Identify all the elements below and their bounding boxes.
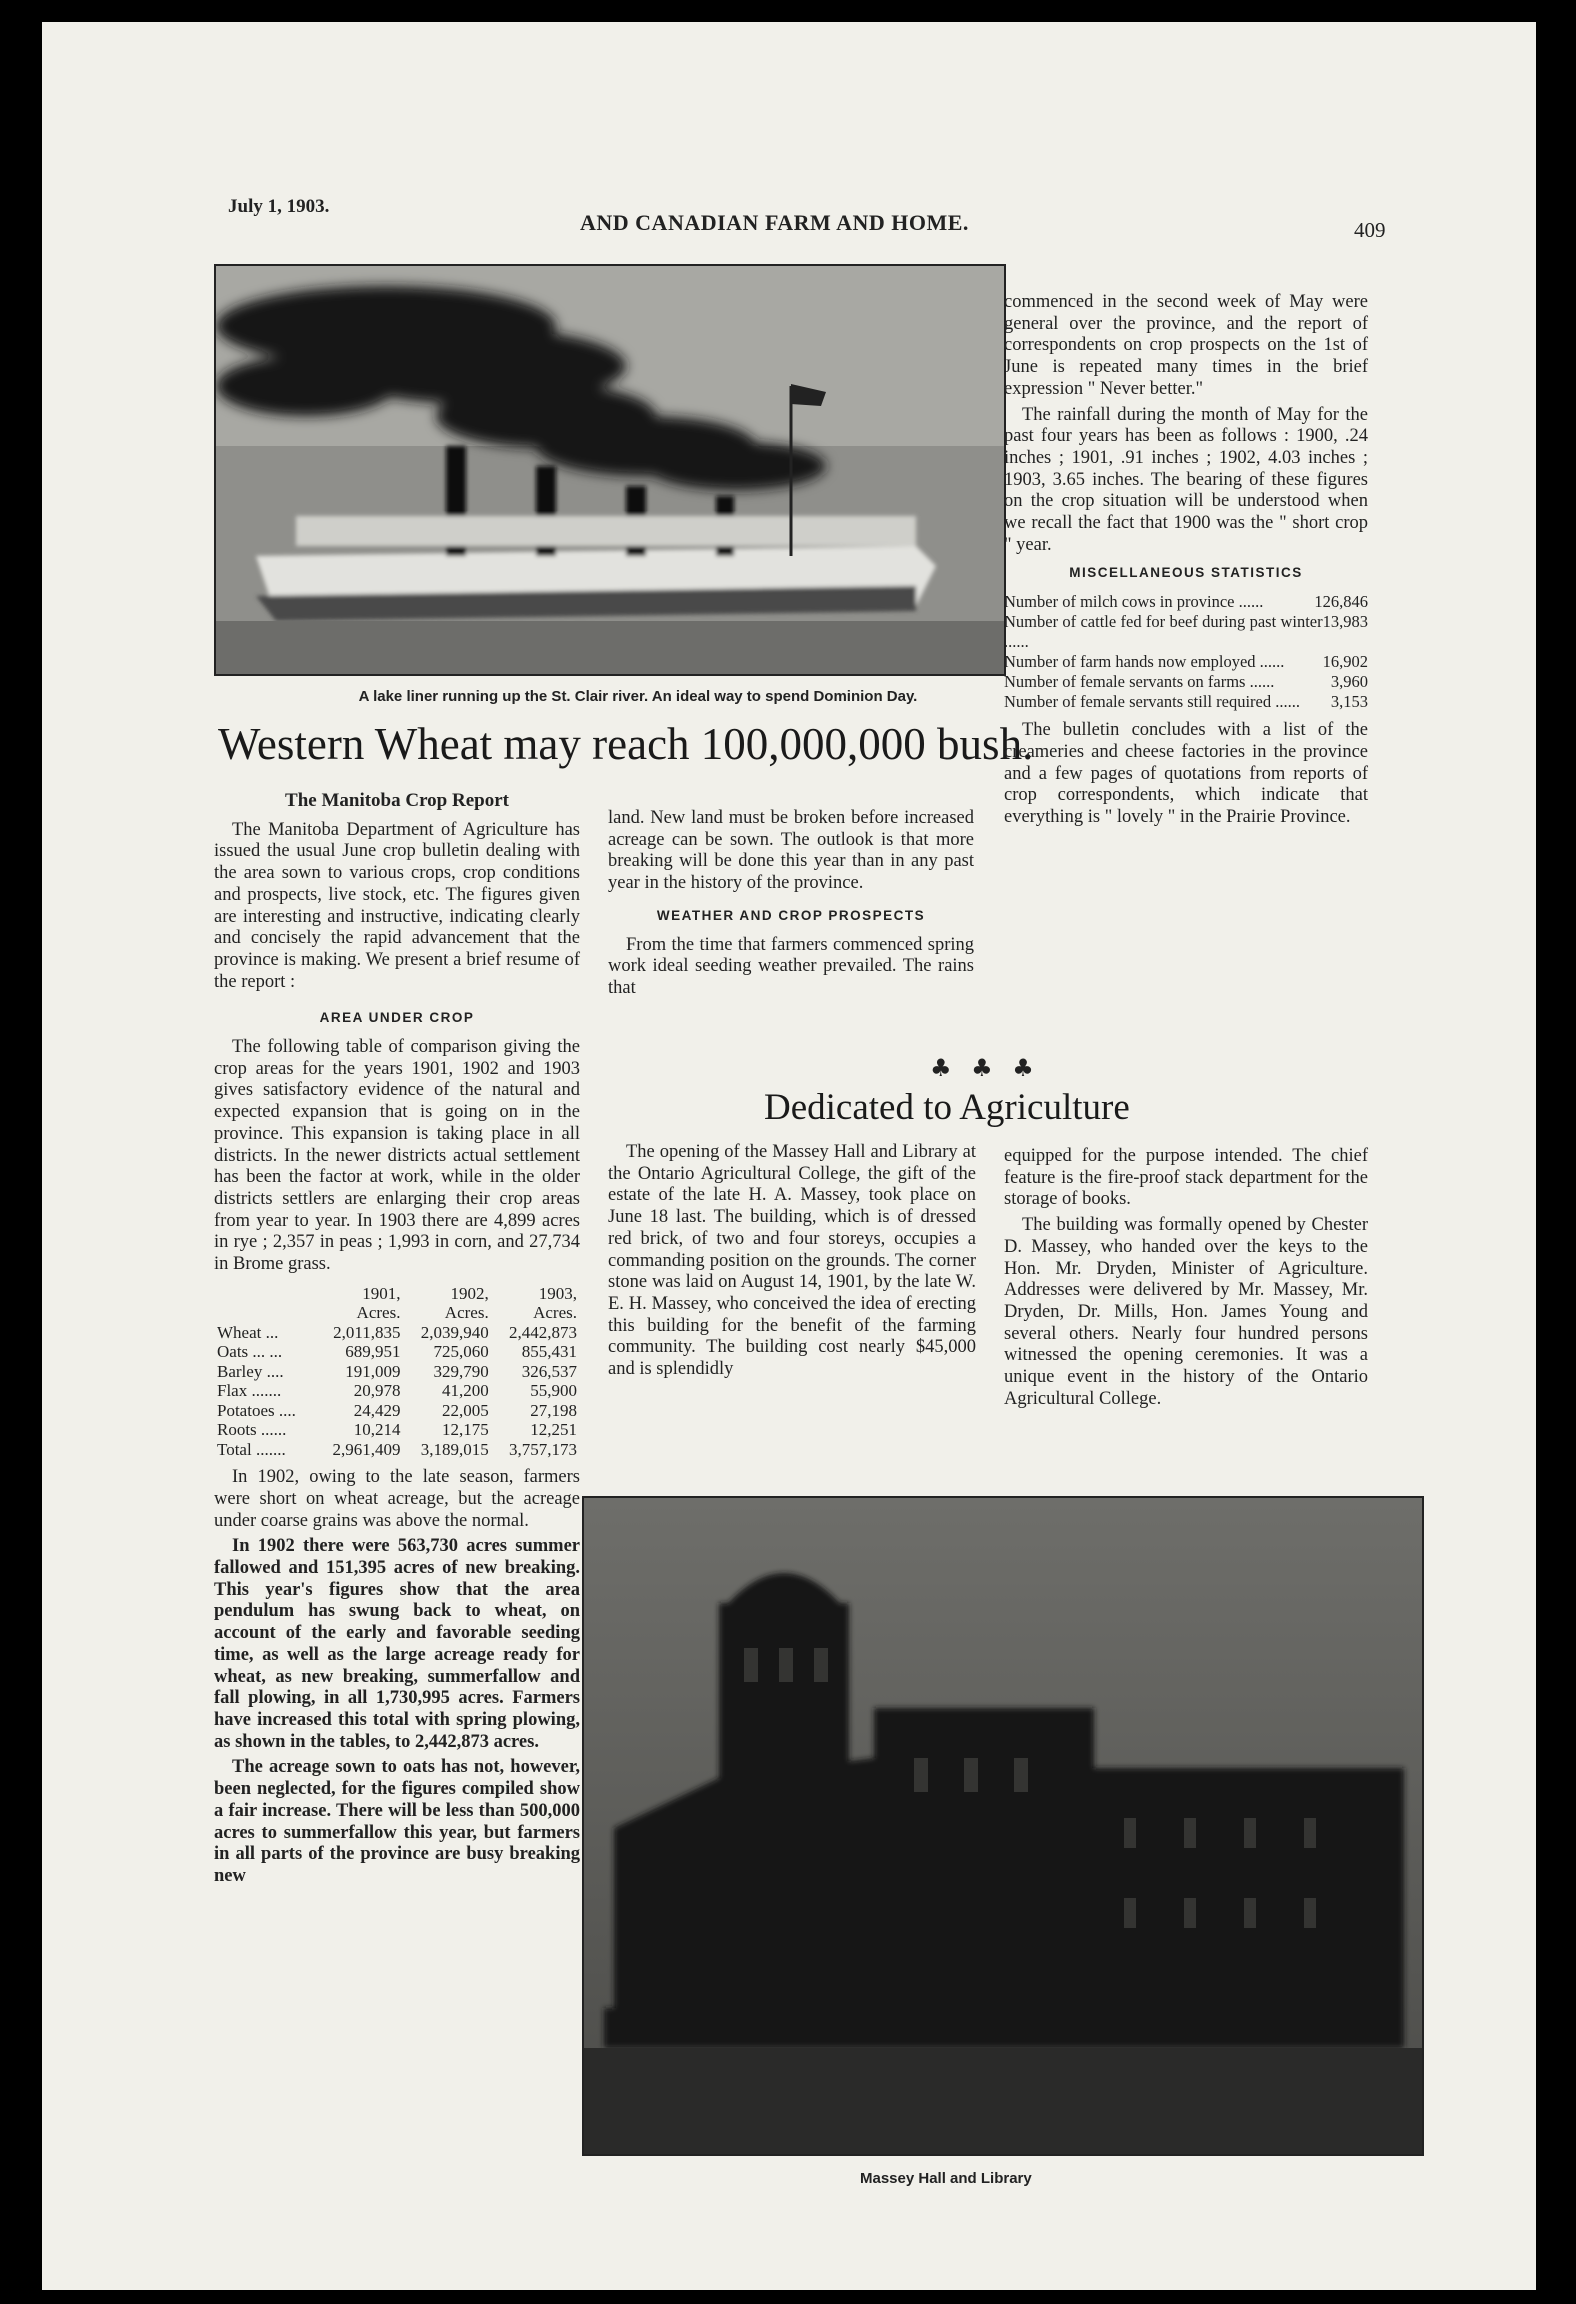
crop-report-subhead: The Manitoba Crop Report [285, 790, 509, 811]
rainfall-paragraph: The rainfall during the month of May for the past four years has been as follows : 1900, .24 inches ; 1901, .91 inches ; 1902, 4.03 inches ; 1903, 3.65 inches. The bearing of these figures on the crop situation will be understood when we recall the fact that 1900 was the " short crop " year. [1004, 404, 1368, 555]
publication-title: AND CANADIAN FARM AND HOME. [580, 210, 969, 235]
intro-paragraph: The Manitoba Department of Agriculture has issued the usual June crop bulletin dealing with the area sown to various crops, crop conditions and prospects, live stock, etc. The figures given are interesting and instructive, indicating clearly and concisely the rapid advancement that the province is making. We present a brief resume of the report : [214, 819, 580, 992]
massey-hall-paragraph: The opening of the Massey Hall and Library at the Ontario Agricultural College, the gift of the estate of the late H. A. Massey, took place on June 18 last. The building, which is of dressed red brick, of two and four storeys, occupies a commanding position on the grounds. The corner stone was laid on August 14, 1901, by the late W. E. H. Massey, who conceived the idea of erecting this building for the benefit of the farming community. The building cost nearly $45,000 and is splendidly [608, 1142, 976, 1380]
building-illustration [584, 1498, 1422, 2154]
weather-heading: WEATHER AND CROP PROSPECTS [656, 907, 926, 923]
area-under-crop-heading: AREA UNDER CROP [319, 1010, 475, 1026]
table-header-row [214, 1284, 580, 1323]
crop-area-table [214, 1284, 580, 1460]
equipped-paragraph: equipped for the purpose intended. The chief feature is the fire-proof stack department for the storage of books. [1004, 1146, 1368, 1210]
oats-paragraph: The acreage sown to oats has not, however, been neglected, for the figures compiled show a fair increase. There will be less than 500,000 acres to summerfallow this year, but farmers in all parts of the province are busy breaking new [214, 1757, 580, 1886]
lake-liner-caption: A lake liner running up the St. Clair river. An ideal way to spend Dominion Day. [358, 688, 918, 705]
table-row: Oats ... ... 689,951 725,060 855,431 [217, 1342, 577, 1362]
opening-paragraph: The building was formally opened by Chester D. Massey, who handed over the keys to the Hon. Mr. Dryden, Minister of Agriculture. Addresses were delivered by Mr. Massey, Mr. Dryden, Dr. Mills, Hon. James Young and several others. Nearly four hundred persons witnessed the opening ceremonies. It was a unique event in the history of the Ontario Agricultural College. [1004, 1215, 1368, 1409]
ship-illustration [216, 266, 1004, 674]
area-paragraph: The following table of comparison giving the crop areas for the years 1901, 1902 and 1903 gives satisfactory evidence of the natural and expected expansion that is going on in the province. This expansion is taking place in all districts. In the newer districts actual settlement has been the factor at work, while in the older districts settlers are enlarging their crop areas from year to year. In 1903 there are 4,899 acres in rye ; 2,357 in peas ; 1,993 in corn, and 27,734 in Brome grass. [214, 1037, 580, 1275]
newspaper-page [42, 22, 1536, 2290]
massey-hall-photo [582, 1496, 1424, 2156]
article-left-column [214, 790, 580, 1892]
dedicated-headline: Dedicated to Agriculture [764, 1087, 1130, 1128]
article-middle-column [608, 808, 974, 1004]
list-item: Number of cattle fed for beef during past winter ...... 13,983 [1004, 612, 1368, 652]
list-item: Number of female servants still required ...... 3,153 [1004, 692, 1368, 712]
weather-paragraph: From the time that farmers commenced spring work ideal seeding weather prevailed. The rains that [608, 934, 974, 998]
lake-liner-photo [214, 264, 1006, 676]
continued-paragraph: commenced in the second week of May were general over the province, and the report of correspondents on crop prospects on the 1st of June is repeated many times in the brief expression " Never better." [1004, 292, 1368, 399]
misc-stats-heading: MISCELLANEOUS STATISTICS [1069, 565, 1303, 581]
list-item: Number of female servants on farms ...... 3,960 [1004, 672, 1368, 692]
stats-list [1004, 592, 1368, 712]
list-item: Number of milch cows in province ...... 126,846 [1004, 592, 1368, 612]
article-right-column [1004, 292, 1368, 833]
crop-table-body [214, 1323, 580, 1460]
late-season-paragraph: In 1902, owing to the late season, farmers were short on wheat acreage, but the acreage under coarse grains was above the normal. [214, 1467, 580, 1531]
column-header-1902: 1902, Acres. [444, 1283, 489, 1323]
dedicated-column-2 [1004, 1146, 1368, 1414]
table-row: Total ....... 2,961,409 3,189,015 3,757,173 [217, 1439, 577, 1459]
section-separator: ♣ ♣ ♣ [930, 1054, 1040, 1082]
table-row: Barley .... 191,009 329,790 326,537 [217, 1361, 577, 1381]
summer-fallow-paragraph: In 1902 there were 563,730 acres summer fallowed and 151,395 acres of new breaking. This year's figures show that the area pendulum has swung back to wheat, on account of the early and favorable seeding time, as well as the large acreage ready for wheat, as new breaking, summerfallow and fall plowing, in all 1,730,995 acres. Farmers have increased this total with spring plowing, as shown in the tables, to 2,442,873 acres. [214, 1536, 580, 1752]
table-row: Flax ....... 20,978 41,200 55,900 [217, 1381, 577, 1401]
main-headline: Western Wheat may reach 100,000,000 bush. [218, 719, 1034, 769]
column-header-1903: 1903, Acres. [533, 1283, 577, 1323]
issue-date: July 1, 1903. [228, 196, 330, 217]
table-row: Potatoes .... 24,429 22,005 27,198 [217, 1400, 577, 1420]
list-item: Number of farm hands now employed ...... 16,902 [1004, 652, 1368, 672]
table-row: Wheat ... 2,011,835 2,039,940 2,442,873 [217, 1322, 577, 1342]
conclusion-paragraph: The bulletin concludes with a list of the creameries and cheese factories in the province and a few pages of quotations from reports of crop correspondents, which indicate that everything is " lovely " in the Prairie Province. [1004, 720, 1368, 827]
dedicated-column-1 [608, 1142, 976, 1385]
massey-hall-caption: Massey Hall and Library [860, 2170, 1032, 2187]
table-row: Roots ...... 10,214 12,175 12,251 [217, 1420, 577, 1440]
page-number: 409 [1354, 218, 1386, 242]
column-header-1901: 1901, Acres. [356, 1283, 401, 1323]
new-land-paragraph: land. New land must be broken before increased acreage can be sown. The outlook is that more breaking will be done this year than in any past year in the history of the province. [608, 808, 974, 894]
